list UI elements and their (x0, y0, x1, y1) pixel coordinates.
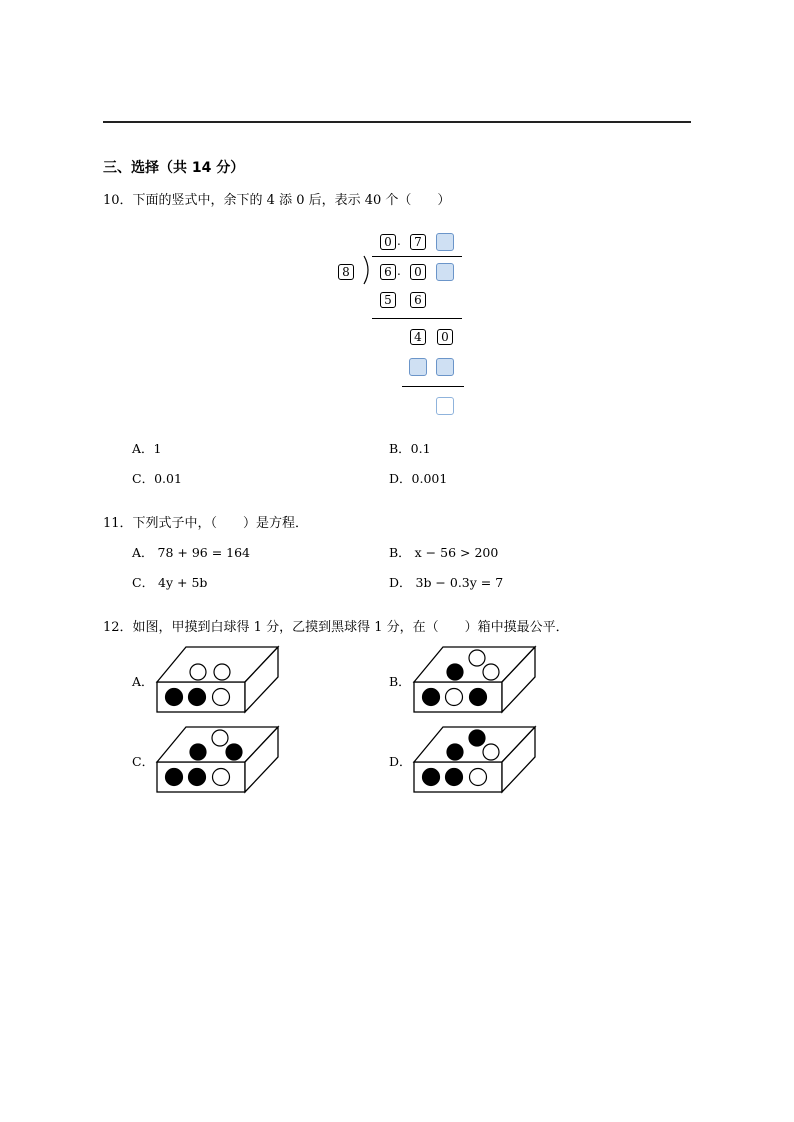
product-blank[interactable] (436, 358, 454, 376)
top-rule (103, 121, 691, 123)
q12-option-c-label[interactable]: C． (132, 754, 155, 769)
q11-option-a[interactable]: A． 78 + 96 = 164 (132, 545, 251, 560)
black-ball-top (226, 744, 242, 760)
black-ball-front (166, 689, 183, 706)
q10-option-a[interactable]: A．1 (132, 441, 162, 456)
q11-option-d[interactable]: D． 3b − 0.3y = 7 (389, 575, 504, 590)
section-title: 三、选择（共 14 分） (103, 160, 245, 176)
question-10-text: 10．下面的竖式中，余下的 4 添 0 后，表示 40 个（ ） (103, 193, 451, 208)
white-ball-front (213, 689, 230, 706)
white-ball-top (214, 664, 230, 680)
q10-option-c[interactable]: C．0.01 (132, 471, 182, 486)
product-blank[interactable] (409, 358, 427, 376)
black-ball-front (189, 689, 206, 706)
dividend-blank[interactable] (436, 263, 454, 281)
quotient-digit: 7 (410, 234, 426, 250)
white-ball-top (483, 744, 499, 760)
remainder-digit: 4 (410, 329, 426, 345)
black-ball-front (423, 769, 440, 786)
white-ball-front (213, 769, 230, 786)
ball-box-d[interactable] (413, 726, 538, 794)
white-ball-top (212, 730, 228, 746)
final-remainder-blank[interactable] (436, 397, 454, 415)
white-ball-top (190, 664, 206, 680)
q10-option-b[interactable]: B．0.1 (389, 441, 431, 456)
q12-option-a-label[interactable]: A． (132, 674, 154, 689)
q10-option-d[interactable]: D．0.001 (389, 471, 448, 486)
product-digit: 5 (380, 292, 396, 308)
division-bracket (360, 256, 374, 286)
quotient-digit: 0 (380, 234, 396, 250)
black-ball-front (423, 689, 440, 706)
black-ball-front (166, 769, 183, 786)
product-digit: 6 (410, 292, 426, 308)
black-ball-top (190, 744, 206, 760)
black-ball-top (447, 664, 463, 680)
question-11-text: 11．下列式子中，（ ）是方程． (103, 516, 309, 531)
ball-box-c[interactable] (156, 726, 281, 794)
white-ball-top (469, 650, 485, 666)
q11-option-b[interactable]: B． x − 56 > 200 (389, 545, 499, 560)
black-ball-front (189, 769, 206, 786)
ball-box-b[interactable] (413, 646, 538, 714)
white-ball-top (483, 664, 499, 680)
question-12-text: 12．如图，甲摸到白球得 1 分，乙摸到黑球得 1 分，在（ ）箱中摸最公平． (103, 620, 569, 635)
divisor-digit: 8 (338, 264, 354, 280)
remainder-digit: 0 (437, 329, 453, 345)
q12-option-b-label[interactable]: B． (389, 674, 411, 689)
black-ball-top (469, 730, 485, 746)
long-division: 0 . 7 8 6 . 0 5 6 4 0 (330, 228, 480, 423)
dividend-digit: 6 (380, 264, 396, 280)
black-ball-front (446, 769, 463, 786)
white-ball-front (470, 769, 487, 786)
q12-option-d-label[interactable]: D． (389, 754, 412, 769)
black-ball-top (447, 744, 463, 760)
q11-option-c[interactable]: C． 4y + 5b (132, 575, 208, 590)
black-ball-front (470, 689, 487, 706)
ball-box-a[interactable] (156, 646, 281, 714)
dividend-digit: 0 (410, 264, 426, 280)
white-ball-front (446, 689, 463, 706)
quotient-blank[interactable] (436, 233, 454, 251)
